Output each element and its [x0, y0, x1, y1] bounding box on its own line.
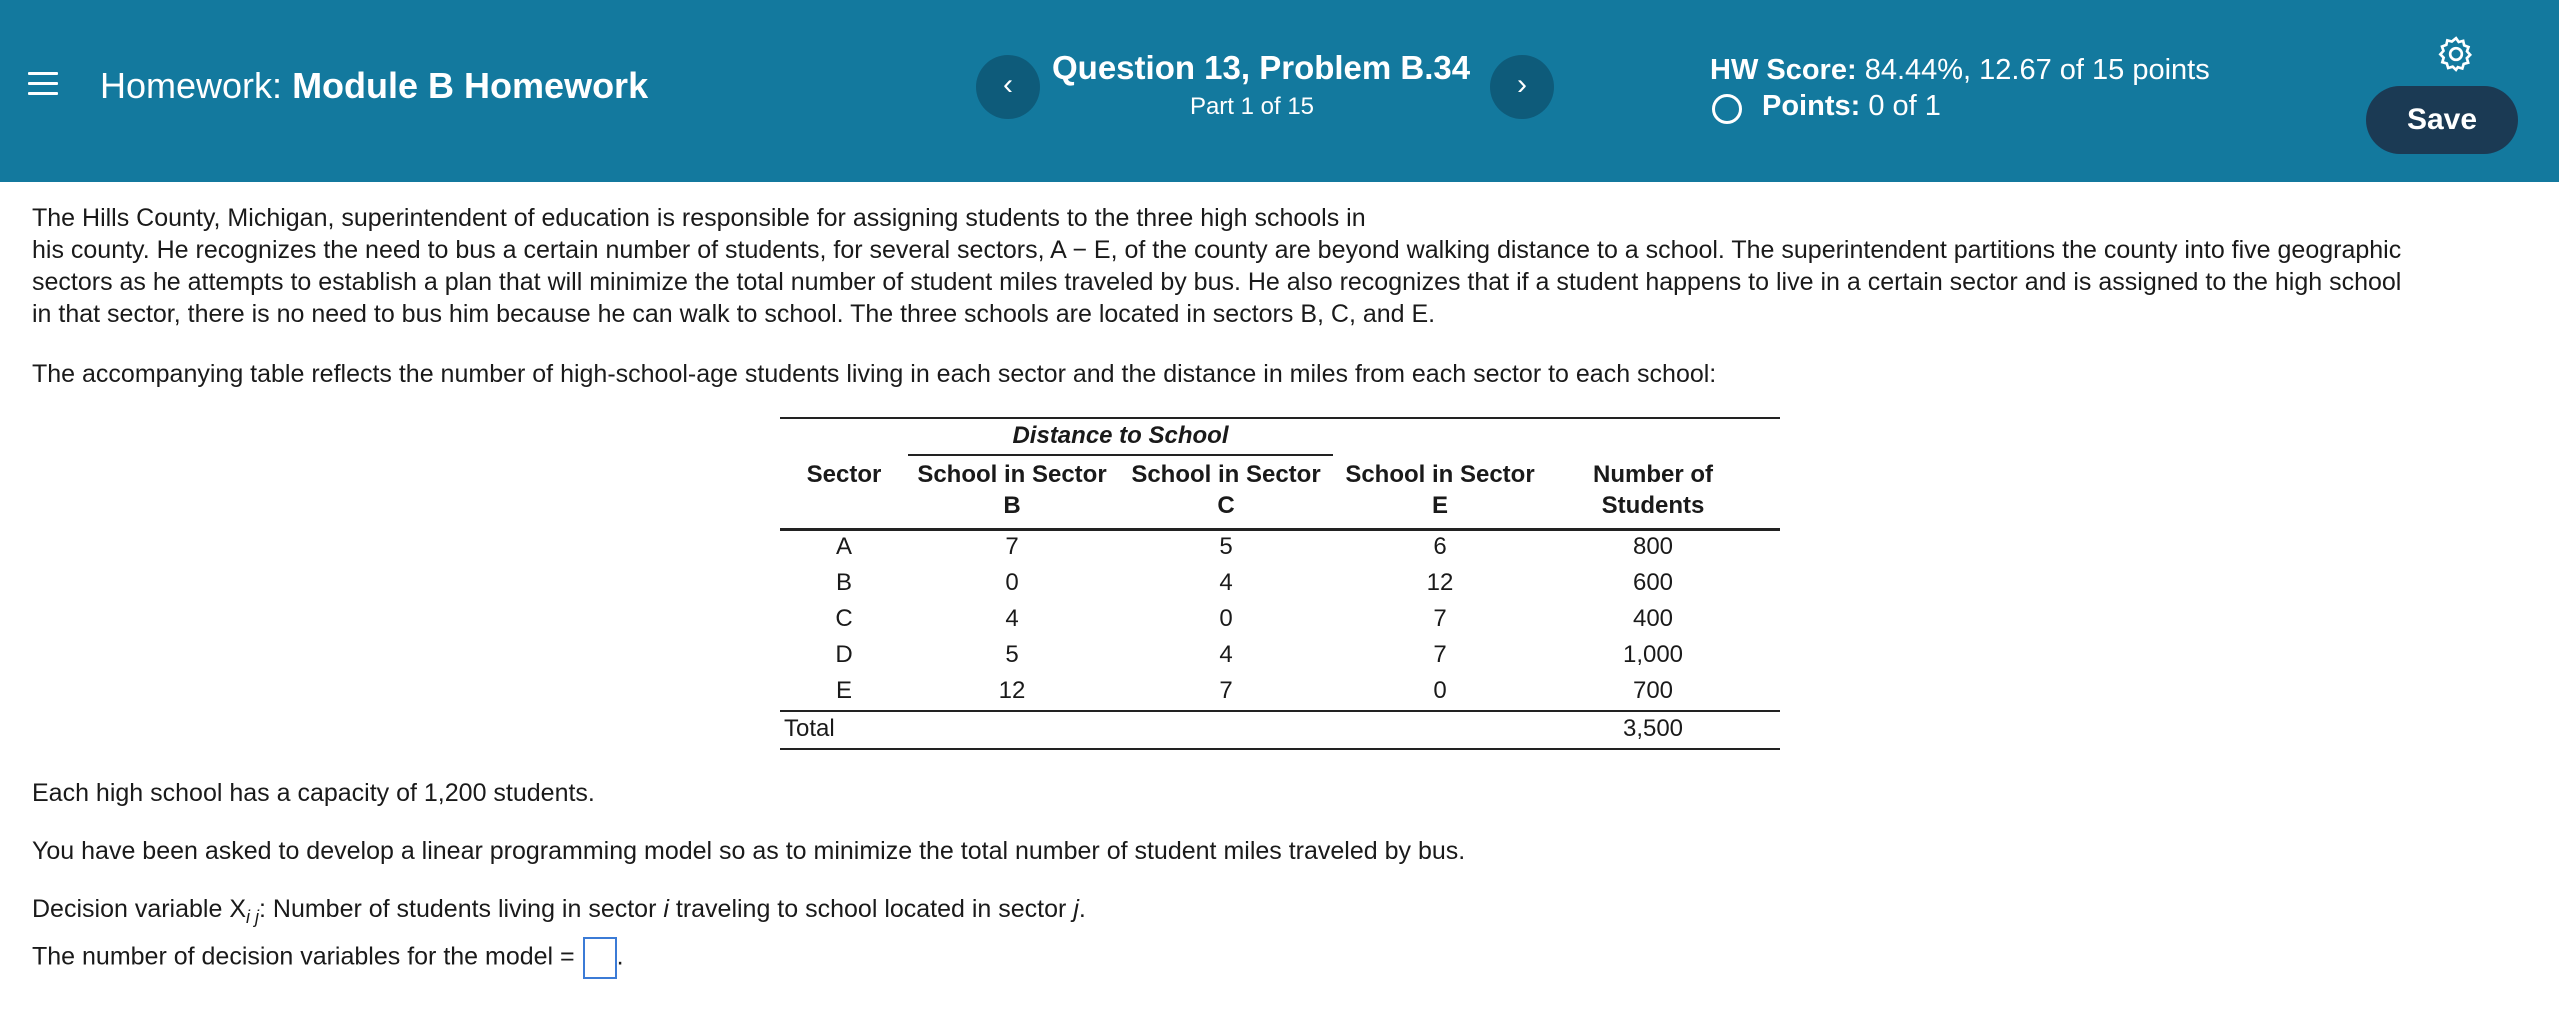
intro-line-3: sectors as he attempts to establish a plan that will minimize the total number of student miles traveled by bus. He also recognizes that if a student happens to live in a certain sector and is assigned to the high school [32, 268, 2402, 296]
capacity-text: Each high school has a capacity of 1,200 students. [32, 779, 595, 807]
question-part: Part 1 of 15 [1189, 93, 1315, 120]
col-header-e-line1: School in Sector [1345, 461, 1535, 488]
decision-end: . [1078, 895, 1086, 923]
cell-e: 6 [1433, 533, 1447, 560]
group-header: Distance to School [1012, 422, 1229, 449]
cell-e: 7 [1433, 605, 1447, 632]
cell-sector: B [835, 569, 852, 596]
cell-students: 700 [1632, 677, 1674, 704]
hw-score-value: 84.44%, 12.67 of 15 points [1864, 54, 2210, 86]
intro-line-2: his county. He recognizes the need to bus a certain number of students, for several sectors, A − E, of the county are beyond walking distance to a school. The superintendent partitions the county into five geographic [32, 236, 2402, 264]
decision-variable-text [32, 893, 1086, 933]
save-button[interactable]: Save [2366, 86, 2518, 154]
col-header-c-line2: C [1217, 492, 1235, 519]
points-value: 0 of 1 [1868, 90, 1941, 122]
cell-e: 12 [1426, 569, 1454, 596]
intro-line-4: in that sector, there is no need to bus him because he can walk to school. The three schools are located in sectors B, C, and E. [32, 300, 1436, 328]
cell-e: 7 [1433, 641, 1447, 668]
top-bar [0, 0, 2559, 182]
question-text: The number of decision variables for the model = [32, 942, 575, 971]
cell-students: 600 [1632, 569, 1674, 596]
cell-students: 800 [1632, 533, 1674, 560]
decision-subscript: i j [246, 907, 259, 927]
decision-prefix: Decision variable X [32, 895, 246, 923]
question-title: Question 13, Problem B.34 [1052, 49, 1471, 86]
points-label: Points: [1762, 90, 1861, 122]
cell-sector: A [835, 533, 852, 560]
homework-name: Module B Homework [292, 65, 649, 106]
score-block [1710, 52, 2210, 124]
task-text: You have been asked to develop a linear programming model so as to minimize the total number of student miles traveled by bus. [32, 837, 1466, 865]
question-line [32, 937, 624, 979]
cell-c: 5 [1219, 533, 1233, 560]
cell-c: 0 [1219, 605, 1233, 632]
col-header-c-line1: School in Sector [1131, 461, 1321, 488]
cell-students: 1,000 [1622, 641, 1684, 668]
cell-b: 0 [1005, 569, 1019, 596]
cell-c: 4 [1219, 641, 1233, 668]
chevron-left-icon: ‹ [1003, 68, 1013, 101]
col-header-b-line1: School in Sector [917, 461, 1107, 488]
decision-mid: : Number of students living in sector [259, 895, 664, 923]
col-header-b-line2: B [1003, 492, 1021, 519]
gear-icon[interactable] [2436, 34, 2476, 74]
homework-title [100, 66, 648, 106]
cell-b: 7 [1005, 533, 1019, 560]
points-status-icon [1712, 94, 1742, 124]
next-question-button[interactable] [1490, 55, 1554, 119]
menu-icon[interactable] [28, 70, 58, 98]
cell-sector: C [835, 605, 853, 632]
total-label: Total [784, 715, 835, 742]
cell-b: 12 [998, 677, 1026, 704]
total-value: 3,500 [1622, 715, 1684, 742]
decision-j: j [1073, 895, 1079, 923]
col-header-sector: Sector [806, 461, 882, 488]
col-header-e-line2: E [1431, 492, 1448, 519]
hw-score [1710, 52, 2210, 88]
col-header-students-line2: Students [1601, 492, 1705, 519]
previous-question-button[interactable] [976, 55, 1040, 119]
question-end: . [616, 942, 624, 971]
cell-c: 7 [1219, 677, 1233, 704]
decision-i: i [663, 895, 669, 923]
intro-line-1: The Hills County, Michigan, superintendent of education is responsible for assigning students to the three high schools in [32, 204, 1366, 232]
cell-sector: D [835, 641, 853, 668]
cell-c: 4 [1219, 569, 1233, 596]
homework-prefix: Homework: [100, 65, 283, 106]
problem-text [32, 202, 2532, 330]
hw-score-label: HW Score: [1710, 54, 1857, 86]
col-header-students-line1: Number of [1593, 461, 1713, 488]
points [1710, 88, 2210, 124]
answer-input[interactable] [583, 937, 617, 979]
chevron-right-icon: › [1517, 68, 1527, 101]
table-intro: The accompanying table reflects the number of high-school-age students living in each sector and the distance in miles from each sector to each school: [32, 360, 1717, 388]
cell-sector: E [835, 677, 852, 704]
decision-mid2: traveling to school located in sector [668, 895, 1074, 923]
cell-students: 400 [1632, 605, 1674, 632]
cell-b: 5 [1005, 641, 1019, 668]
cell-e: 0 [1433, 677, 1447, 704]
cell-b: 4 [1005, 605, 1019, 632]
